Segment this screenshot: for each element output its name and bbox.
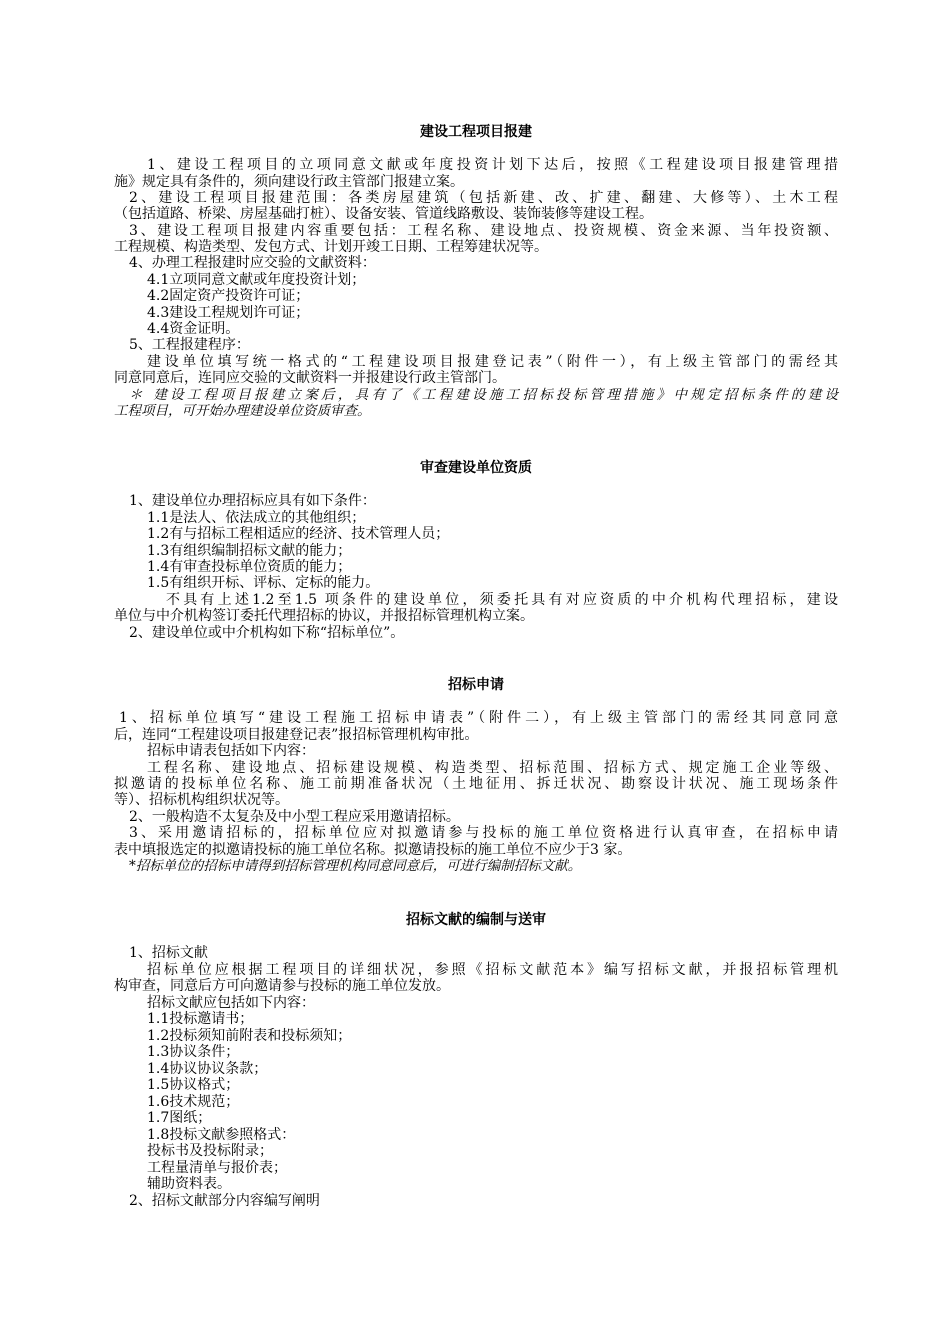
paragraph-line: 后，连同“工程建设项目报建登记表”报招标管理机构审批。: [114, 727, 479, 743]
list-item: 4.3建设工程规划许可证；: [147, 305, 310, 321]
list-item: 4.1立项同意文献或年度投资计划；: [147, 272, 366, 288]
paragraph-line: 招标文献应包括如下内容：: [147, 995, 315, 1011]
list-item: 4.2固定资产投资许可证；: [147, 288, 310, 304]
list-item: 1.2投标须知前附表和投标须知；: [147, 1028, 352, 1044]
list-item: 1.8投标文献参照格式：: [147, 1127, 296, 1143]
paragraph-line: 3、建设工程项目报建内容重要包括：工程名称、建设地点、投资规模、资金来源、当年投资额、: [129, 223, 838, 239]
paragraph-line: 表中填报选定的拟邀请投标的施工单位名称。拟邀请投标的施工单位不应少于3 家。: [114, 842, 632, 858]
paragraph-line: 不具有上述1.2至1.5 项条件的建设单位，须委托具有对应资质的中介机构代理招标，建设: [166, 592, 838, 608]
paragraph-line: （包括道路、桥梁、房屋基础打桩）、设备安装、管道线路敷设、装饰装修等建设工程。: [114, 206, 653, 222]
paragraph-line: 构审查，同意后方可向邀请参与投标的施工单位发放。: [114, 978, 450, 994]
paragraph-line: 拟邀请的投标单位名称、施工前期准备状况（土地征用、拆迁状况、勘察设计状况、施工现场条件: [114, 776, 838, 792]
paragraph-line: 4、办理工程报建时应交验的文献资料：: [129, 255, 376, 271]
list-item: 1.2有与招标工程相适应的经济、技术管理人员；: [147, 526, 450, 542]
list-item: 工程量清单与报价表；: [147, 1160, 287, 1176]
paragraph-line: 工程名称、建设地点、招标建设规模、构造类型、招标范围、招标方式、规定施工企业等级、: [147, 760, 838, 776]
paragraph-line: 工程规模、构造类型、发包方式、计划开竣工日期、工程筹建状况等。: [114, 239, 548, 255]
paragraph-line: 1、建设工程项目的立项同意文献或年度投资计划下达后，按照《工程建设项目报建管理措: [147, 157, 838, 173]
paragraph-line: 1、建设单位办理招标应具有如下条件：: [129, 493, 376, 509]
list-item: 1.3协议条件；: [147, 1044, 240, 1060]
list-item: 1.5有组织开标、评标、定标的能力。: [147, 575, 380, 591]
paragraph-line: 招标申请表包括如下内容：: [147, 743, 315, 759]
paragraph-line: 2、建设工程项目报建范围：各类房屋建筑（包括新建、改、扩建、翻建、大修等）、土木工程: [129, 190, 838, 206]
list-item: 1.4协议协议条款；: [147, 1061, 268, 1077]
list-item: 辅助资料表。: [147, 1176, 231, 1192]
paragraph-line: 5、工程报建程序：: [129, 337, 250, 353]
list-item: 1.3有组织编制招标文献的能力；: [147, 543, 352, 559]
list-item: 1.1投标邀请书；: [147, 1011, 254, 1027]
note-line: *招标单位的招标申请得到招标管理机构同意同意后，可进行编制招标文献。: [129, 858, 582, 874]
note-line: 工程项目，可开始办理建设单位资质审查。: [114, 403, 371, 419]
list-item: 1.7图纸；: [147, 1110, 212, 1126]
section-title: 建设工程项目报建: [420, 124, 532, 140]
list-item: 4.4资金证明。: [147, 321, 240, 337]
paragraph-line: 施》规定具有条件的，须向建设行政主管部门报建立案。: [114, 174, 464, 190]
paragraph-line: 1、招标文献: [129, 945, 208, 961]
section-title: 审查建设单位资质: [420, 460, 532, 476]
paragraph-line: 2、一般构造不太复杂及中小型工程应采用邀请招标。: [129, 809, 460, 825]
paragraph-line: 1、招标单位填写“建设工程施工招标申请表”（附件二），有上级主管部门的需经其同意同意: [119, 710, 838, 726]
paragraph-line: 等）、招标机构组织状况等。: [114, 792, 289, 808]
list-item: 投标书及投标附录；: [147, 1143, 273, 1159]
list-item: 1.1是法人、依法成立的其他组织；: [147, 510, 366, 526]
list-item: 1.5协议格式；: [147, 1077, 240, 1093]
list-item: 1.4有审查投标单位资质的能力；: [147, 559, 352, 575]
paragraph-line: 招标单位应根据工程项目的详细状况，参照《招标文献范本》编写招标文献，并报招标管理机: [147, 962, 838, 978]
paragraph-line: 单位与中介机构签订委托代理招标的协议，并报招标管理机构立案。: [114, 608, 534, 624]
list-item: 1.6技术规范；: [147, 1094, 240, 1110]
section-title: 招标申请: [448, 677, 504, 693]
section-title: 招标文献的编制与送审: [406, 912, 546, 928]
paragraph-line: 2、建设单位或中介机构如下称“招标单位”。: [129, 625, 405, 641]
paragraph-line: 建设单位填写统一格式的“工程建设项目报建登记表”（附件一），有上级主管部门的需经其: [147, 354, 838, 370]
paragraph-line: 2、招标文献部分内容编写阐明: [129, 1193, 320, 1209]
paragraph-line: 3、采用邀请招标的，招标单位应对拟邀请参与投标的施工单位资格进行认真审查，在招标申请: [129, 825, 838, 841]
paragraph-line: 同意同意后，连同应交验的文献资料一并报建设行政主管部门。: [114, 370, 506, 386]
note-line: ＊ 建设工程项目报建立案后，具有了《工程建设施工招标投标管理措施》中规定招标条件的建设: [129, 387, 838, 403]
